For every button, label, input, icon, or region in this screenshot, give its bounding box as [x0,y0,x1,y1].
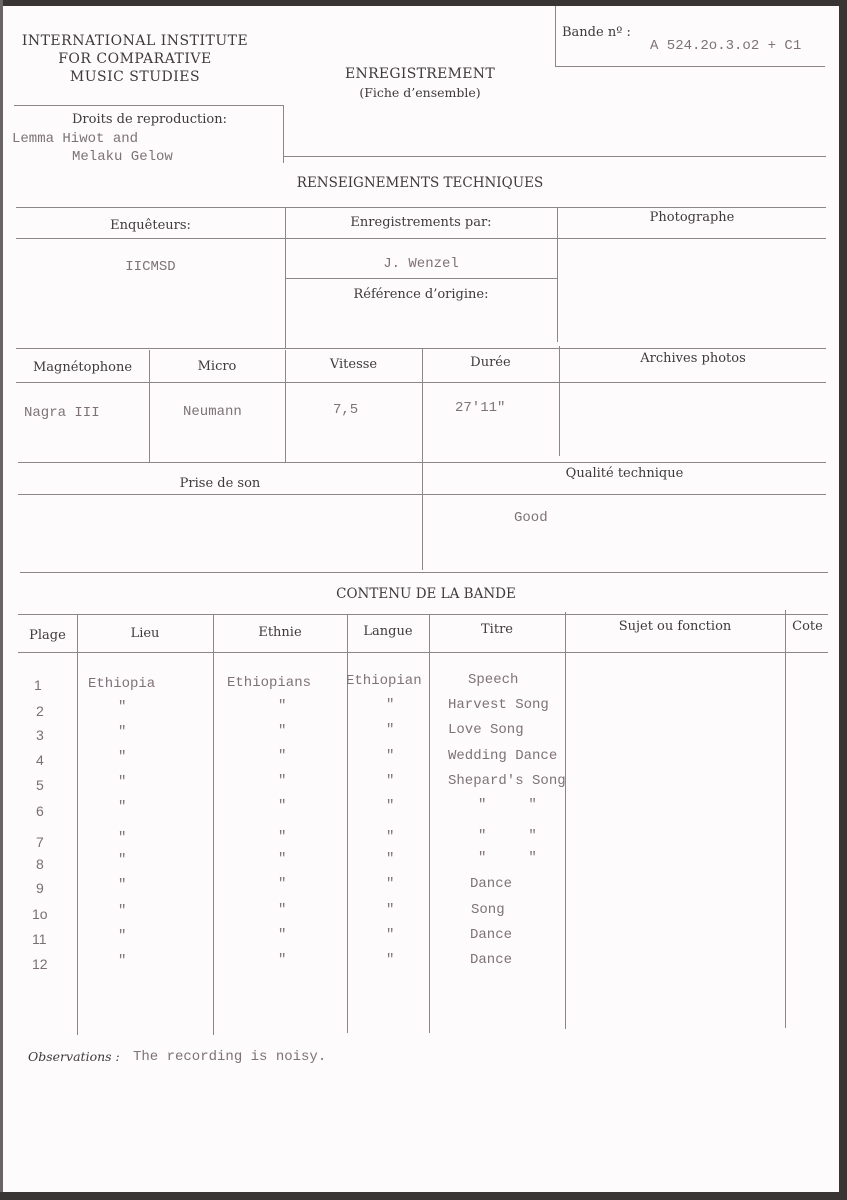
row-3-ethnie: " [278,723,287,739]
row-1-plage: 1 [34,677,42,693]
row-11-plage: 11 [32,931,47,947]
enreg-par-value: J. Wenzel [383,256,459,272]
col-header-plage: Plage [29,628,66,643]
row-9-lieu: " [118,877,127,893]
row-12-lieu: " [118,953,127,969]
droits-box-right [283,105,284,163]
tech-col-c [422,348,423,570]
magnetophone-label: Magnétophone [32,360,133,375]
col-header-langue: Langue [363,624,413,639]
col-header-ethnie: Ethnie [258,625,302,640]
row-1-titre: Speech [468,672,519,688]
row-12-ethnie: " [278,952,287,968]
enqueteurs-label: Enquêteurs: [110,218,191,233]
row-5-langue: " [386,773,395,789]
contenu-header-bottom [18,652,828,653]
row-9-plage: 9 [36,880,44,896]
tech-heading: RENSEIGNEMENTS TECHNIQUES [296,175,544,191]
row-12-langue: " [386,952,395,968]
tech-row-3-mid [18,494,826,495]
row-7-ethnie: " [278,829,287,845]
row-2-plage: 2 [36,703,44,719]
row-8-titre: " " [478,850,537,866]
institute-line-1: INTERNATIONAL INSTITUTE [21,33,249,49]
archives-label: Archives photos [640,351,746,366]
row-10-plage: 1o [32,906,48,922]
row-2-titre: Harvest Song [448,697,549,713]
contenu-heading: CONTENU DE LA BANDE [336,586,516,602]
droits-value-line-2: Melaku Gelow [72,149,173,165]
row-4-plage: 4 [36,752,44,768]
reference-divider [285,278,557,279]
enqueteurs-value: IICMSD [125,259,176,275]
tech-row-2-mid [16,382,826,383]
row-2-langue: " [386,697,395,713]
observations-label: Observations : [28,1049,120,1064]
contenu-col-2 [213,615,214,1035]
reference-label: Référence d’origine: [353,287,489,302]
prise-label: Prise de son [179,476,261,491]
row-4-lieu: " [118,749,127,765]
institute-line-2: FOR COMPARATIVE [58,51,212,67]
row-6-langue: " [386,798,395,814]
tech-bottom [20,572,828,573]
row-9-langue: " [386,876,395,892]
row-3-langue: " [386,722,395,738]
row-3-plage: 3 [36,727,44,743]
institute-line-3: MUSIC STUDIES [69,69,201,85]
vitesse-label: Vitesse [329,357,378,372]
row-5-ethnie: " [278,773,287,789]
divider-upper [283,156,826,157]
vitesse-value: 7,5 [333,402,359,418]
photographe-label: Photographe [649,210,735,225]
row-1-lieu: Ethiopia [88,676,156,692]
row-10-ethnie: " [278,902,287,918]
observations-value: The recording is noisy. [133,1049,327,1065]
row-6-plage: 6 [36,803,44,819]
row-11-titre: Dance [470,927,513,943]
row-8-langue: " [386,851,395,867]
micro-label: Micro [197,359,237,374]
row-8-ethnie: " [278,851,287,867]
row-7-titre: " " [478,828,537,844]
row-5-plage: 5 [36,777,44,793]
tech-row-3-top [18,462,826,463]
contenu-col-1 [77,615,78,1035]
row-10-langue: " [386,902,395,918]
col-header-titre: Titre [481,622,513,637]
row-9-titre: Dance [470,876,513,892]
tech-col-divider-2 [557,207,558,342]
row-1-langue: Ethiopian [346,673,422,689]
qualite-label: Qualité technique [565,466,684,481]
row-2-lieu: " [118,699,127,715]
bande-value: A 524.2o.3.o2 + C1 [650,38,802,54]
row-4-ethnie: " [278,748,287,764]
col-header-cote: Cote [792,619,823,634]
row-7-langue: " [386,829,395,845]
scan-edge-right [839,0,847,1200]
row-6-ethnie: " [278,798,287,814]
duree-value: 27'11" [455,400,506,416]
row-7-lieu: " [118,830,127,846]
magnetophone-value: Nagra III [24,405,100,421]
qualite-value: Good [514,510,548,526]
tech-row-1-top [16,207,826,208]
row-11-ethnie: " [278,927,287,943]
droits-label: Droits de reproduction: [72,112,228,127]
row-9-ethnie: " [278,876,287,892]
bande-box-left [555,6,556,67]
row-4-langue: " [386,748,395,764]
contenu-header-top [18,614,828,615]
micro-value: Neumann [183,404,242,420]
row-5-titre: Shepard's Song [448,773,566,789]
tech-row-2-top [16,348,826,349]
scan-edge-bottom [0,1192,847,1200]
row-6-titre: " " [478,797,537,813]
row-5-lieu: " [118,774,127,790]
form-title: ENREGISTREMENT [345,66,495,82]
form-subtitle: (Fiche d’ensemble) [359,85,481,100]
droits-value-line-1: Lemma Hiwot and [12,131,139,147]
enreg-par-label: Enregistrements par: [350,215,492,230]
row-2-ethnie: " [278,698,287,714]
tech-row-1-bottom [16,238,826,239]
scan-edge-top [0,0,847,6]
contenu-col-6 [785,610,786,1028]
col-header-lieu: Lieu [130,626,160,641]
row-4-titre: Wedding Dance [448,748,558,764]
row-8-lieu: " [118,852,127,868]
row-7-plage: 7 [36,834,44,850]
contenu-col-4 [429,615,430,1033]
row-11-langue: " [386,927,395,943]
row-3-lieu: " [118,724,127,740]
contenu-col-5 [565,612,566,1029]
row-6-lieu: " [118,799,127,815]
row-11-lieu: " [118,928,127,944]
row-1-ethnie: Ethiopians [227,675,312,691]
duree-label: Durée [470,355,511,370]
row-12-titre: Dance [470,952,513,968]
institute-name [10,32,260,86]
bande-box-bottom [555,66,825,67]
row-10-lieu: " [118,903,127,919]
col-header-sujet: Sujet ou fonction [618,619,732,634]
row-8-plage: 8 [36,856,44,872]
row-12-plage: 12 [32,956,48,972]
row-10-titre: Song [471,902,505,918]
droits-box-top [14,105,284,106]
bande-label: Bande nº : [562,25,631,40]
row-3-titre: Love Song [448,722,524,738]
scan-edge-left [0,0,3,1200]
